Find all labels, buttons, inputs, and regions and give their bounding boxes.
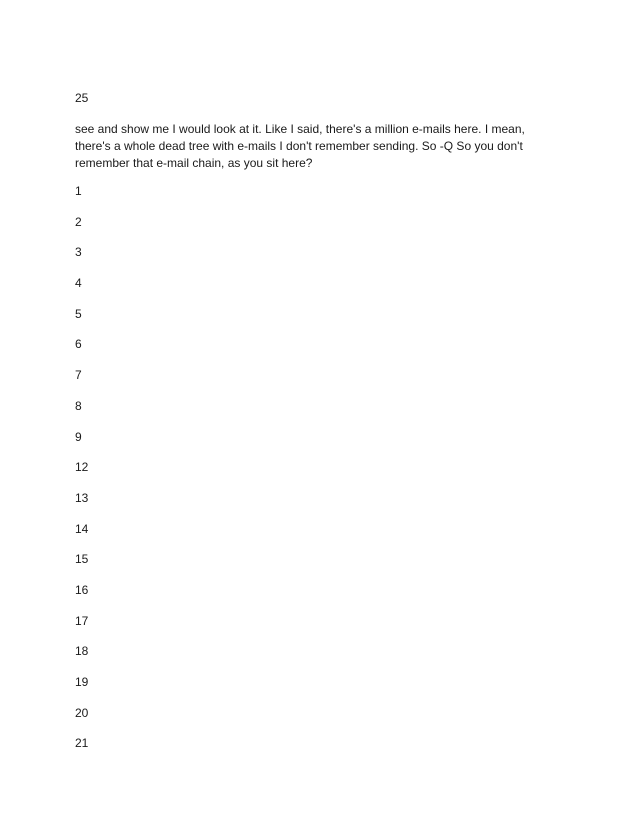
line-number: 12 bbox=[75, 460, 89, 475]
line-number: 5 bbox=[75, 306, 82, 321]
line-number-list bbox=[75, 183, 88, 766]
line-number: 13 bbox=[75, 490, 89, 505]
line-number: 18 bbox=[75, 644, 89, 659]
line-number: 1 bbox=[75, 184, 82, 198]
line-number: 21 bbox=[75, 736, 89, 751]
line-number: 19 bbox=[75, 675, 89, 689]
line-number: 7 bbox=[75, 368, 82, 383]
line-number: 16 bbox=[75, 582, 89, 597]
line-number: 3 bbox=[75, 245, 82, 260]
line-number: 20 bbox=[75, 705, 89, 720]
line-number: 2 bbox=[75, 214, 82, 229]
line-number: 17 bbox=[75, 613, 89, 628]
line-number: 6 bbox=[75, 337, 82, 352]
line-number: 4 bbox=[75, 276, 82, 291]
line-number: 14 bbox=[75, 521, 89, 536]
line-number: 15 bbox=[75, 552, 89, 567]
transcript-paragraph: see and show me I would look at it. Like I said, there's a million e-mails here. I mean, there's a whole dead tree with e-mails I don't remember sending. So -Q So you don't remember that e-mail chain, as you sit here? bbox=[75, 122, 525, 170]
line-number: 9 bbox=[75, 429, 82, 444]
line-number: 8 bbox=[75, 398, 82, 413]
page-number: 25 bbox=[75, 91, 89, 105]
